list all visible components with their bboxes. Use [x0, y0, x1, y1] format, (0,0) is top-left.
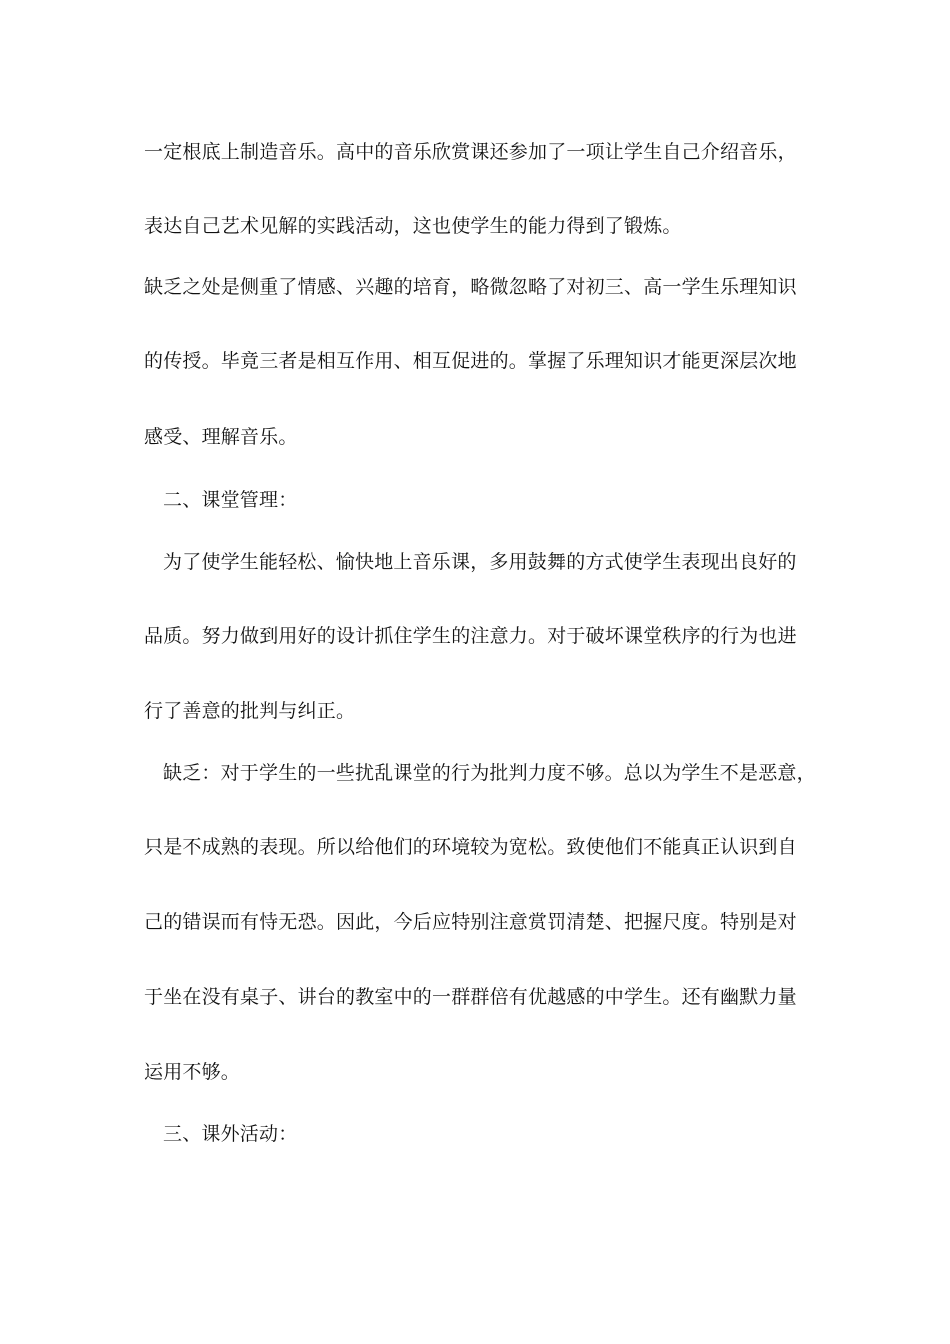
text-line: 的传授。毕竟三者是相互作用、相互促进的。掌握了乐理知识才能更深层次地: [144, 350, 797, 372]
section-heading: 三、课外活动：: [163, 1123, 298, 1145]
text-line: 为了使学生能轻松、愉快地上音乐课，多用鼓舞的方式使学生表现出良好的: [163, 551, 797, 573]
text-line: 缺乏之处是侧重了情感、兴趣的培育，略微忽略了对初三、高一学生乐理知识: [144, 276, 797, 298]
text-line: 己的错误而有恃无恐。因此，今后应特别注意赏罚清楚、把握尺度。特别是对: [144, 911, 797, 933]
text-line: 表达自己艺术见解的实践活动，这也使学生的能力得到了锻炼。: [144, 215, 682, 237]
text-line: 于坐在没有桌子、讲台的教室中的一群群倍有优越感的中学生。还有幽默力量: [144, 986, 797, 1008]
text-line: 一定根底上制造音乐。高中的音乐欣赏课还参加了一项让学生自己介绍音乐，: [144, 141, 797, 163]
text-line: 行了善意的批判与纠正。: [144, 700, 356, 722]
text-line: 品质。努力做到用好的设计抓住学生的注意力。对于破坏课堂秩序的行为也进: [144, 625, 797, 647]
section-heading: 二、课堂管理：: [163, 489, 298, 511]
text-line: 感受、理解音乐。: [144, 426, 298, 448]
text-line: 缺乏：对于学生的一些扰乱课堂的行为批判力度不够。总以为学生不是恶意，: [163, 762, 816, 784]
text-line: 只是不成熟的表现。所以给他们的环境较为宽松。致使他们不能真正认识到自: [144, 836, 797, 858]
text-line: 运用不够。: [144, 1061, 241, 1083]
